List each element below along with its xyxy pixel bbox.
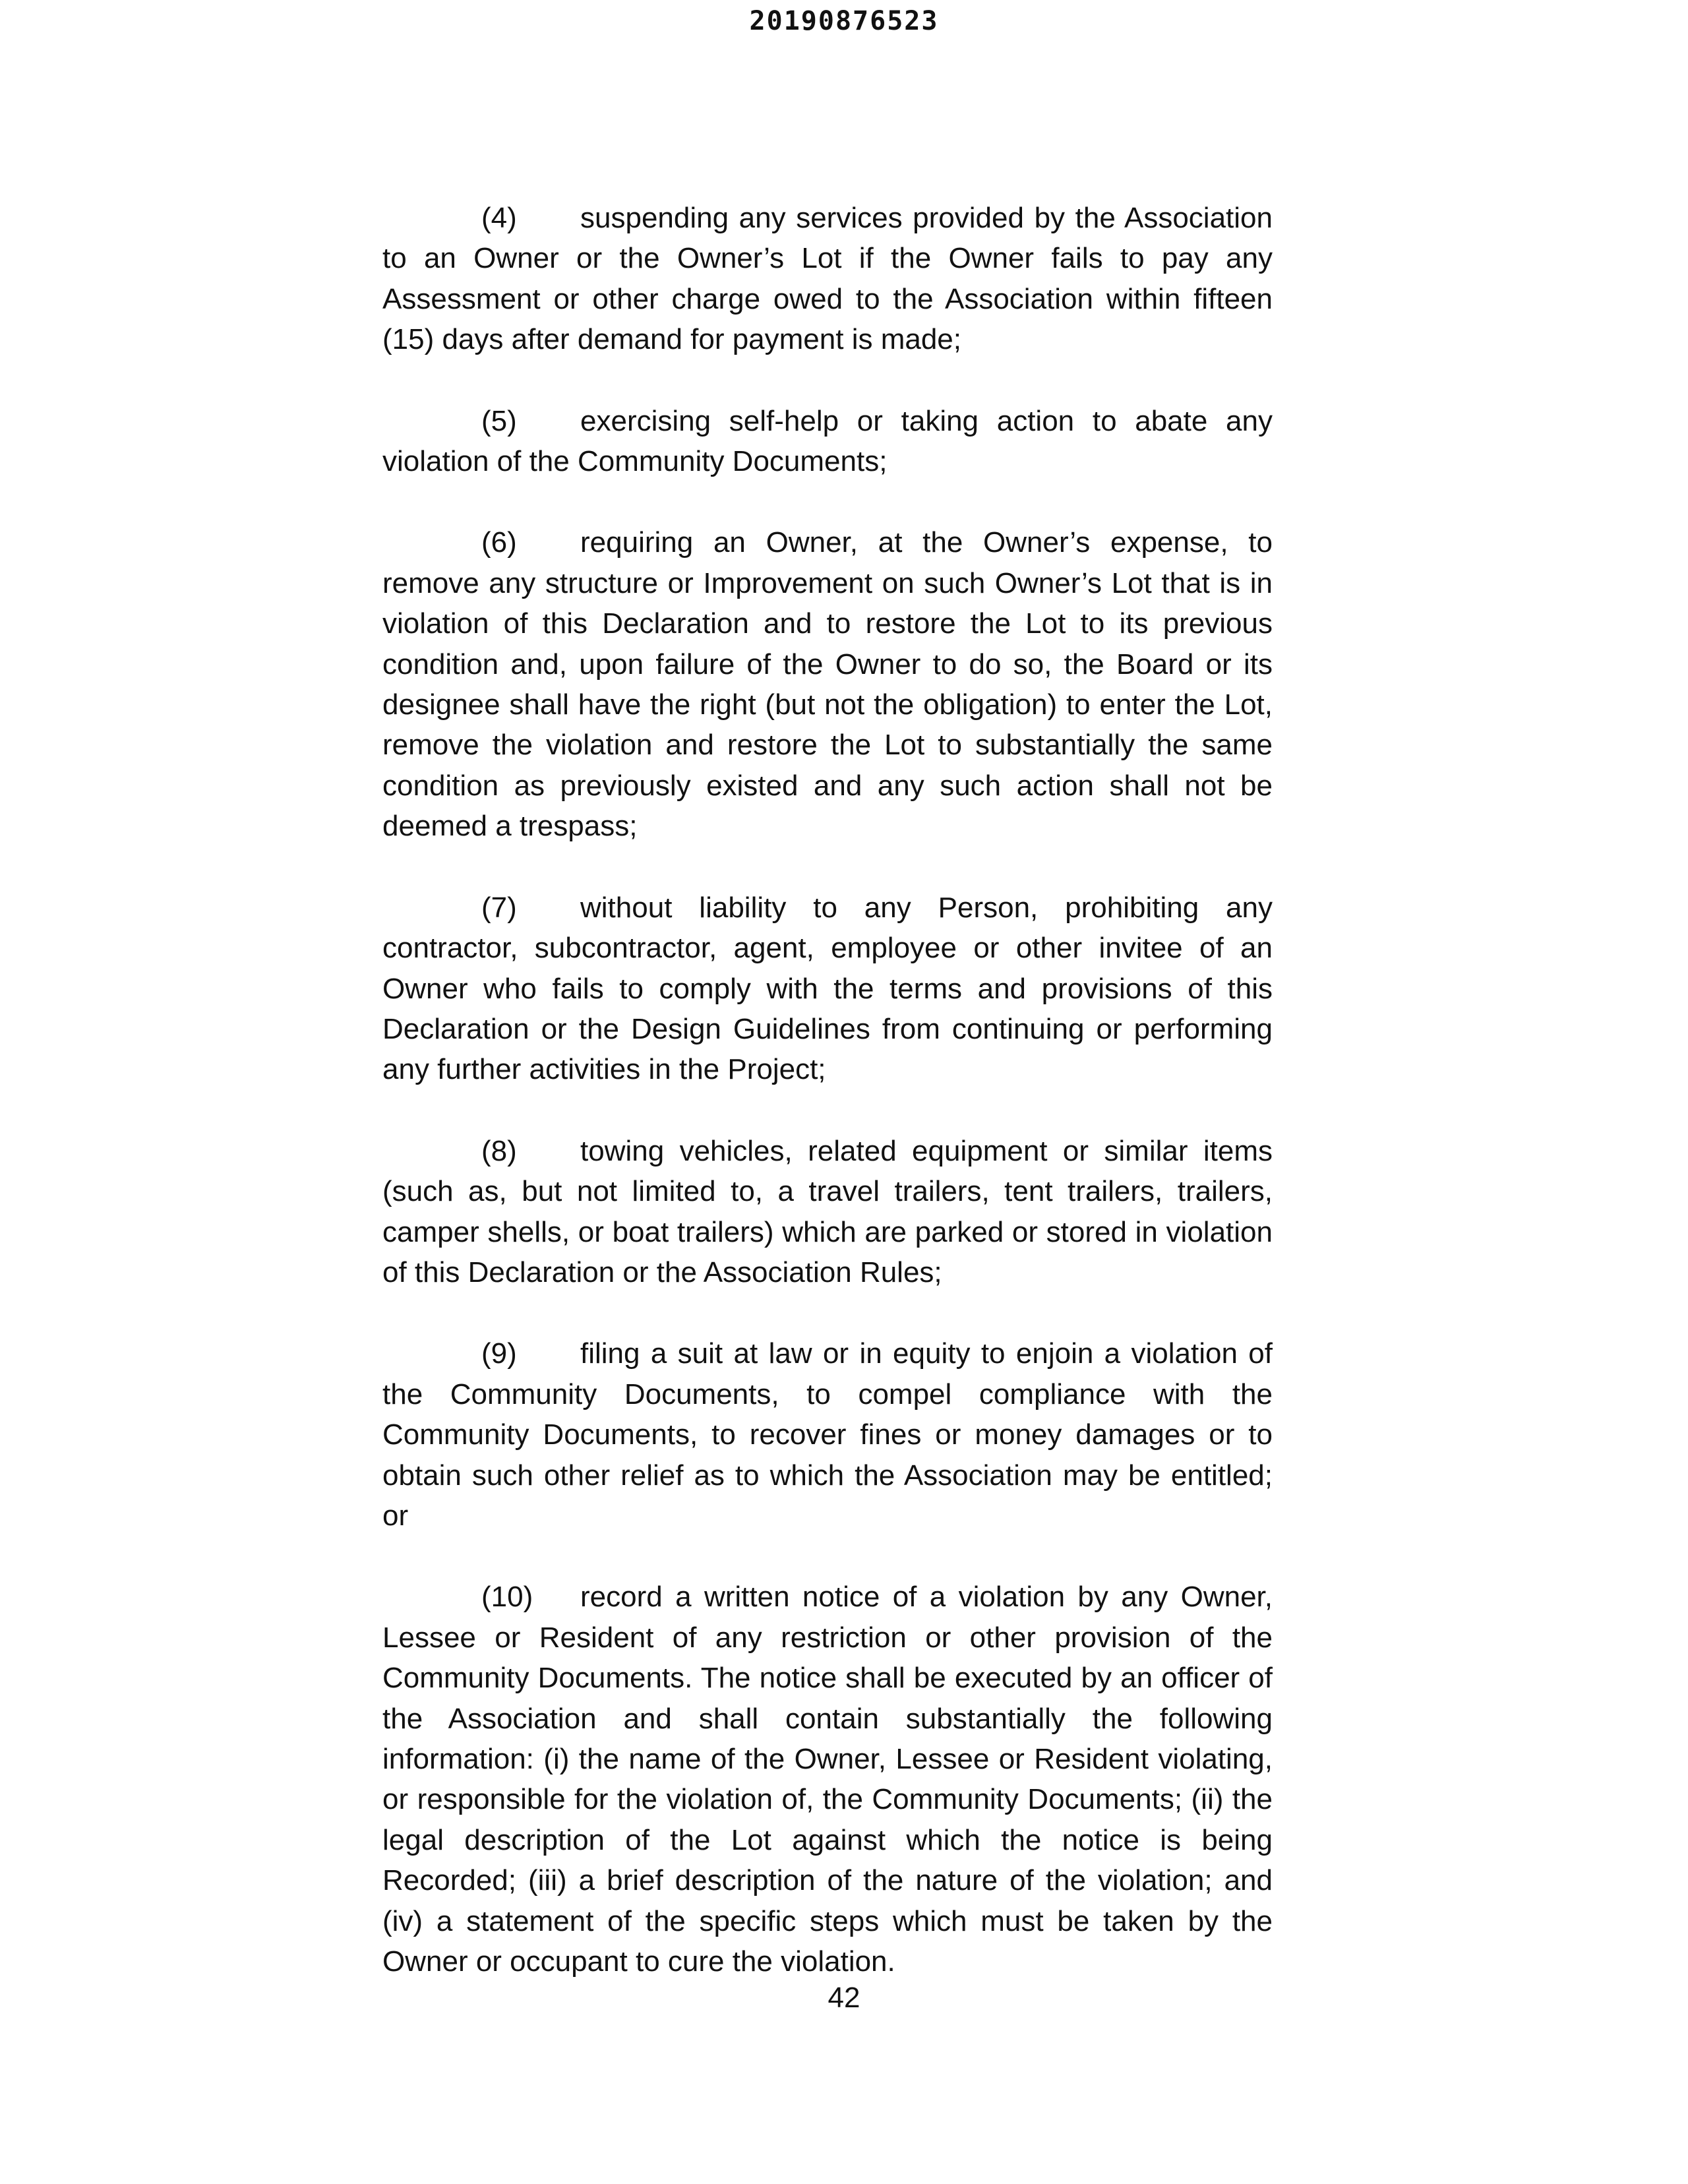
clause-6 bbox=[382, 522, 1273, 846]
clause-number: (9) bbox=[481, 1337, 517, 1370]
clause-number: (5) bbox=[481, 404, 517, 437]
clause-5 bbox=[382, 401, 1273, 482]
clause-number: (8) bbox=[481, 1134, 517, 1167]
clause-number: (10) bbox=[481, 1581, 533, 1614]
clause-number: (6) bbox=[481, 526, 517, 559]
clause-number: (4) bbox=[481, 202, 517, 234]
clause-text: without liability to any Person, prohibiting any contractor, subcontractor, agent, employee or other invitee of an Owner who fails to comply with the terms and provisions of this Declaration or the Design Guidelines from continuing or performing any further activities in the Project; bbox=[382, 891, 1273, 1086]
clause-8 bbox=[382, 1131, 1273, 1293]
clause-text: requiring an Owner, at the Owner’s expense, to remove any structure or Improvement on such Owner’s Lot that is in violation of this Declaration and to restore the Lot to its previous condition and, upon failure of the Owner to do so, the Board or its designee shall have the right (but not the obligation) to enter the Lot, remove the violation and restore the Lot to substantially the same condition as previously existed and any such action shall not be deemed a trespass; bbox=[382, 526, 1273, 843]
clause-10 bbox=[382, 1577, 1273, 1982]
clause-7 bbox=[382, 888, 1273, 1090]
clause-text: record a written notice of a violation by any Owner, Lessee or Resident of any restriction or other provision of the Community Documents. The notice shall be executed by an officer of the Association and shall contain substantially the following information: (i) the name of the Owner, Lessee or Resident violating, or responsible for the violation of, the Community Documents; (ii) the legal description of the Lot against which the notice is being Recorded; (iii) a brief description of the nature of the violation; and (iv) a statement of the specific steps which must be taken by the Owner or occupant to cure the violation. bbox=[382, 1581, 1273, 1978]
clause-text: exercising self-help or taking action to abate any violation of the Community Documents; bbox=[382, 404, 1273, 478]
clause-number: (7) bbox=[481, 891, 517, 924]
document-number: 20190876523 bbox=[749, 6, 939, 36]
clause-text: filing a suit at law or in equity to enjoin a violation of the Community Documents, to compel compliance with the Community Documents, to recover fines or money damages or to obtain such other relief as to which the Association may be entitled; or bbox=[382, 1337, 1273, 1532]
document-body bbox=[382, 198, 1273, 2022]
clause-9 bbox=[382, 1333, 1273, 1536]
page-number: 42 bbox=[828, 1982, 860, 2014]
clause-text: towing vehicles, related equipment or similar items (such as, but not limited to, a travel trailers, tent trailers, trailers, camper shells, or boat trailers) which are parked or stored in violation of this Declaration or the Association Rules; bbox=[382, 1134, 1273, 1289]
clause-4 bbox=[382, 198, 1273, 360]
clause-text: suspending any services provided by the Association to an Owner or the Owner’s Lot if the Owner fails to pay any Assessment or other charge owed to the Association within fifteen (15) days after demand for payment is made; bbox=[382, 202, 1273, 356]
